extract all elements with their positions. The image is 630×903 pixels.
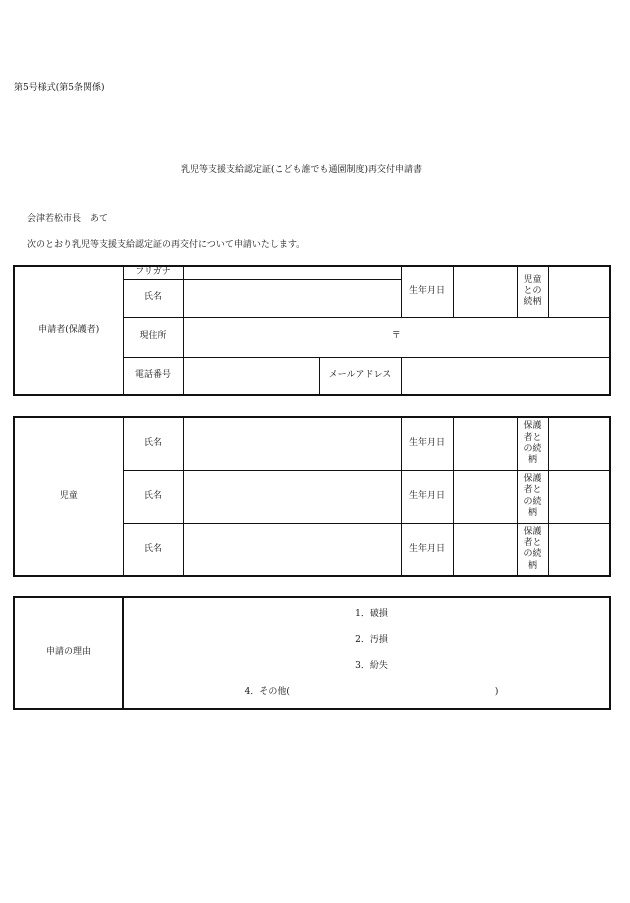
child-birthdate-field[interactable] bbox=[453, 523, 517, 576]
applicant-relation-field[interactable] bbox=[548, 266, 610, 317]
addressee: 会津若松市長 あて bbox=[27, 214, 109, 224]
child-relation-field[interactable] bbox=[548, 523, 610, 576]
document-title: 乳児等支援支給認定証(こども誰でも通園制度)再交付申請書 bbox=[181, 165, 423, 175]
applicant-table bbox=[13, 265, 611, 396]
reason-table bbox=[13, 596, 611, 710]
reason-options bbox=[123, 597, 610, 709]
address-field[interactable] bbox=[183, 317, 610, 357]
child-relation-field[interactable] bbox=[548, 470, 610, 523]
postal-mark: 〒 bbox=[391, 331, 401, 342]
child-name-field[interactable] bbox=[183, 523, 401, 576]
child-relation-label: 保護 者と の続 柄 bbox=[517, 417, 548, 470]
intro-statement: 次のとおり乳児等支援支給認定証の再交付について申請いたします。 bbox=[27, 240, 306, 250]
reason-option-lost[interactable]: 3．紛失 bbox=[355, 661, 388, 671]
furigana-label: フリガナ bbox=[123, 266, 183, 279]
reason-option-damaged[interactable]: 1．破損 bbox=[355, 609, 388, 619]
child-name-field[interactable] bbox=[183, 417, 401, 470]
child-name-label: 氏名 bbox=[123, 417, 183, 470]
child-birthdate-field[interactable] bbox=[453, 470, 517, 523]
furigana-field[interactable] bbox=[183, 266, 401, 279]
applicant-birthdate-field[interactable] bbox=[453, 266, 517, 317]
child-relation-label: 保護 者と の続 柄 bbox=[517, 523, 548, 576]
reason-option-other[interactable] bbox=[134, 679, 609, 705]
reason-other-suffix: ) bbox=[494, 687, 499, 697]
child-name-label: 氏名 bbox=[123, 470, 183, 523]
reason-other-prefix: 4．その他( bbox=[244, 687, 290, 697]
email-field[interactable] bbox=[401, 357, 610, 395]
child-birthdate-label: 生年月日 bbox=[401, 470, 453, 523]
reason-option-soiled[interactable]: 2．汚損 bbox=[355, 635, 388, 645]
form-number: 第5号様式(第5条関係) bbox=[14, 83, 105, 93]
child-birthdate-label: 生年月日 bbox=[401, 417, 453, 470]
applicant-birthdate-label: 生年月日 bbox=[401, 266, 453, 317]
child-birthdate-label: 生年月日 bbox=[401, 523, 453, 576]
applicant-section-label: 申請者(保護者) bbox=[14, 266, 123, 395]
child-relation-field[interactable] bbox=[548, 417, 610, 470]
child-name-field[interactable] bbox=[183, 470, 401, 523]
email-label: メールアドレス bbox=[319, 357, 401, 395]
applicant-name-label: 氏名 bbox=[123, 279, 183, 317]
child-name-label: 氏名 bbox=[123, 523, 183, 576]
phone-field[interactable] bbox=[183, 357, 319, 395]
children-section-label: 児童 bbox=[14, 417, 123, 576]
reason-section-label: 申請の理由 bbox=[14, 597, 123, 709]
children-table bbox=[13, 416, 611, 577]
applicant-name-field[interactable] bbox=[183, 279, 401, 317]
child-relation-label: 保護 者と の続 柄 bbox=[517, 470, 548, 523]
address-label: 現住所 bbox=[123, 317, 183, 357]
applicant-relation-label: 児童 との 続柄 bbox=[517, 266, 548, 317]
phone-label: 電話番号 bbox=[123, 357, 183, 395]
child-birthdate-field[interactable] bbox=[453, 417, 517, 470]
